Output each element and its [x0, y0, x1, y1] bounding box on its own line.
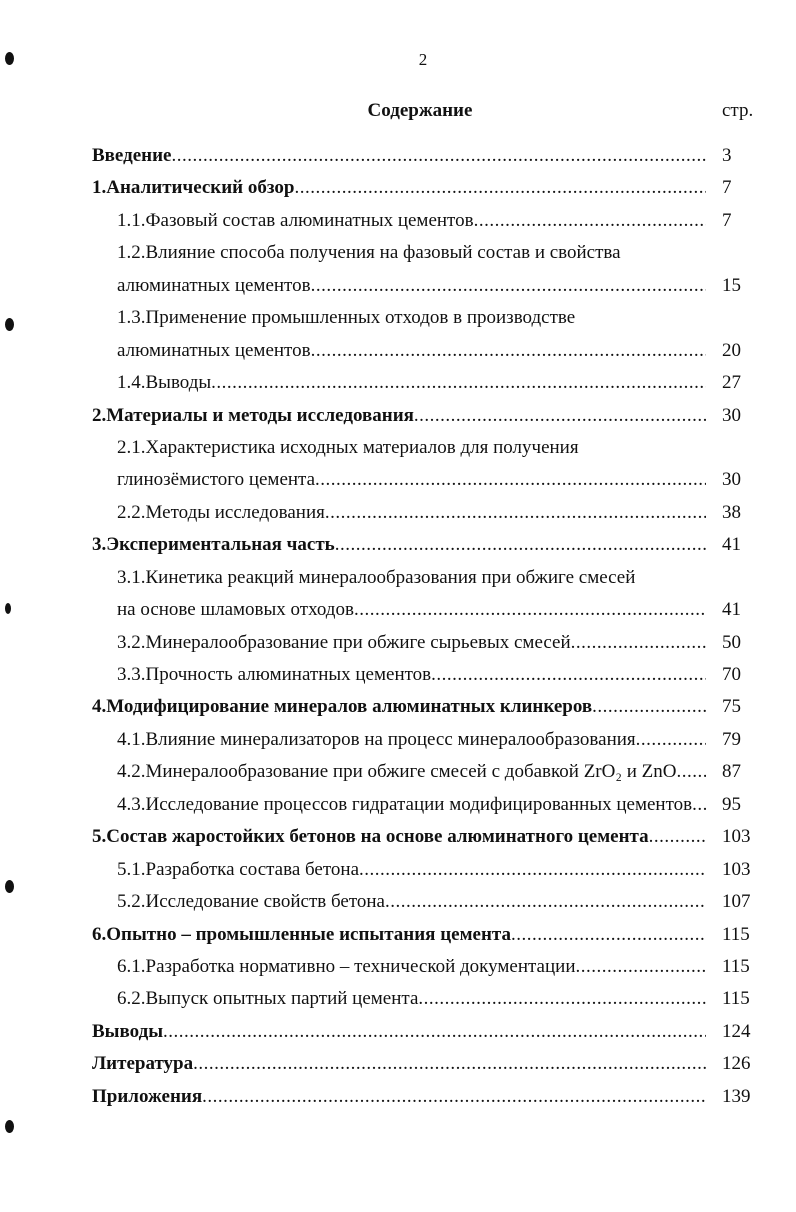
toc-entry-1-2-cont[interactable] [0, 269, 796, 301]
entry-title: на основе шламовых отходов [117, 599, 354, 621]
entry-page: 124 [722, 1020, 751, 1042]
toc-entry-6-2[interactable] [0, 982, 796, 1014]
toc-entry-conclusions[interactable] [0, 1015, 796, 1047]
entry-title: 1.1.Фазовый состав алюминатных цементов [117, 209, 474, 231]
entry-page: 30 [722, 404, 741, 426]
entry-page: 7 [722, 177, 732, 199]
entry-title: 1.2.Влияние способа получения на фазовый состав и свойства [117, 242, 621, 264]
entry-page: 41 [722, 534, 741, 556]
entry-title: Выводы [92, 1020, 164, 1042]
toc-entry-6-1[interactable] [0, 950, 796, 982]
entry-page: 87 [722, 761, 741, 783]
entry-page: 139 [722, 1085, 751, 1107]
toc-entry-chapter-4[interactable] [0, 690, 796, 722]
toc-entry-3-3[interactable] [0, 658, 796, 690]
punch-hole-mark [5, 603, 11, 614]
entry-page: 15 [722, 274, 741, 296]
toc-entry-chapter-2[interactable] [0, 399, 796, 431]
entry-title: 2.1.Характеристика исходных материалов для получения [117, 436, 579, 458]
entry-title: алюминатных цементов [117, 339, 311, 361]
entry-page: 103 [722, 858, 751, 880]
entry-page: 38 [722, 501, 741, 523]
entry-page: 50 [722, 631, 741, 653]
entry-page: 79 [722, 728, 741, 750]
entry-title: Приложения [92, 1085, 203, 1107]
toc-entry-3-2[interactable] [0, 626, 796, 658]
entry-title: 6.1.Разработка нормативно – технической документации [117, 955, 576, 977]
toc-entry-5-1[interactable] [0, 853, 796, 885]
entry-title: 3.1.Кинетика реакций минералообразования при обжиге смесей [117, 566, 636, 588]
toc-entry-3-1-cont[interactable] [0, 593, 796, 625]
entry-title: 4.1.Влияние минерализаторов на процесс минералообразования [117, 728, 636, 750]
toc-entry-2-1[interactable] [0, 431, 796, 463]
toc-entry-chapter-6[interactable] [0, 918, 796, 950]
entry-title: 4.3.Исследование процессов гидратации модифицированных цементов [117, 793, 693, 815]
entry-title: 6.2.Выпуск опытных партий цемента [117, 988, 419, 1010]
entry-title: алюминатных цементов [117, 274, 311, 296]
toc-entry-appendices[interactable] [0, 1080, 796, 1112]
entry-title: 4.2.Минералообразование при обжиге смесей с добавкой ZrO₂ и ZnO [117, 761, 677, 783]
toc-entry-4-1[interactable] [0, 723, 796, 755]
entry-page: 103 [722, 826, 751, 848]
entry-page: 3 [722, 145, 732, 166]
chapter-number: 5. [92, 826, 107, 848]
entry-title: Литература [92, 1053, 194, 1075]
punch-hole-mark [5, 1120, 14, 1133]
toc-entry-intro[interactable] [0, 139, 796, 171]
entry-page: 107 [722, 891, 751, 913]
entry-page: 7 [722, 209, 732, 231]
toc-entry-chapter-5[interactable] [0, 820, 796, 852]
entry-page: 27 [722, 372, 741, 394]
entry-page: 126 [722, 1053, 751, 1075]
entry-page: 41 [722, 599, 741, 621]
entry-title: Модифицирование минералов алюминатных клинкеров [106, 696, 593, 718]
page-number: 2 [418, 50, 428, 69]
entry-title: глинозёмистого цемента [117, 469, 316, 491]
toc-entry-2-1-cont[interactable] [0, 463, 796, 495]
entry-page: 115 [722, 955, 750, 977]
entry-page: 115 [722, 988, 750, 1010]
table-of-contents [0, 139, 796, 1112]
toc-entry-5-2[interactable] [0, 885, 796, 917]
entry-title: 5.1.Разработка состава бетона [117, 858, 359, 880]
toc-entry-references[interactable] [0, 1047, 796, 1079]
punch-hole-mark [5, 318, 14, 331]
toc-entry-1-1[interactable] [0, 204, 796, 236]
toc-entry-4-3[interactable] [0, 788, 796, 820]
entry-page: 95 [722, 793, 741, 815]
entry-title: 1.3.Применение промышленных отходов в производстве [117, 307, 576, 329]
entry-title: Экспериментальная часть [106, 534, 335, 556]
entry-title: 3.3.Прочность алюминатных цементов [117, 664, 432, 685]
entry-title: 1.4.Выводы [117, 372, 212, 394]
toc-entry-1-4[interactable] [0, 366, 796, 398]
toc-entry-1-3[interactable] [0, 301, 796, 333]
toc-entry-3-1[interactable] [0, 561, 796, 593]
toc-entry-1-2[interactable] [0, 236, 796, 268]
entry-title: Опытно – промышленные испытания цемента [106, 923, 511, 945]
entry-page: 70 [722, 664, 741, 685]
punch-hole-mark [5, 880, 14, 893]
entry-title: Введение [92, 145, 172, 166]
chapter-number: 1. [92, 177, 107, 199]
entry-page: 115 [722, 923, 750, 945]
entry-title: 3.2.Минералообразование при обжиге сырьевых смесей [117, 631, 571, 653]
toc-entry-chapter-1[interactable] [0, 171, 796, 203]
entry-page: 30 [722, 469, 741, 491]
entry-page: 75 [722, 696, 741, 718]
toc-entry-4-2[interactable] [0, 755, 796, 787]
chapter-number: 4. [92, 696, 107, 718]
chapter-number: 2. [92, 404, 107, 426]
punch-hole-mark [5, 52, 14, 65]
chapter-number: 3. [92, 534, 107, 556]
entry-title: 2.2.Методы исследования [117, 501, 325, 523]
chapter-number: 6. [92, 923, 107, 945]
entry-title: Состав жаростойких бетонов на основе алюминатного цемента [106, 826, 649, 848]
page-title: Содержание [367, 100, 473, 121]
entry-title: 5.2.Исследование свойств бетона [117, 891, 385, 913]
toc-entry-chapter-3[interactable] [0, 528, 796, 560]
toc-entry-1-3-cont[interactable] [0, 334, 796, 366]
entry-title: Аналитический обзор [106, 177, 295, 199]
entry-title: Материалы и методы исследования [106, 404, 414, 426]
page-column-label: стр. [722, 100, 754, 121]
toc-entry-2-2[interactable] [0, 496, 796, 528]
entry-page: 20 [722, 339, 741, 361]
